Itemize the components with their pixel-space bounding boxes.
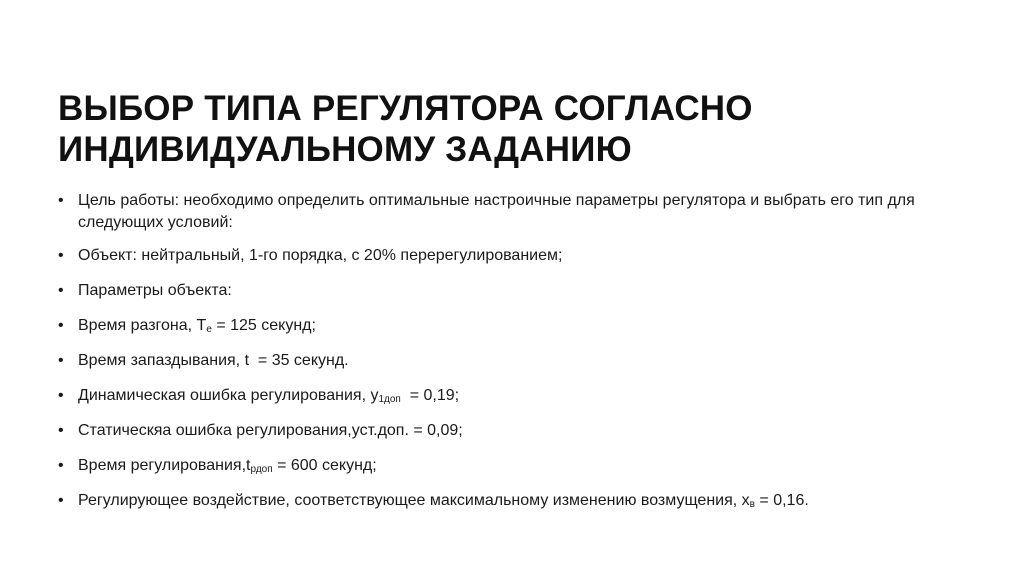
action-subscript: в (749, 499, 755, 510)
params-text: Параметры объекта: (78, 282, 232, 299)
dyn-error-prefix: Динамическая ошибка регулирования, y (78, 387, 379, 404)
title-line-2: ИНДИВИДУАЛЬНОМУ ЗАДАНИЮ (58, 130, 632, 169)
bullet-icon: • (58, 282, 64, 299)
slide-title (58, 88, 958, 170)
bullet-icon: • (58, 192, 64, 209)
list-item-accel-time (58, 315, 978, 337)
bullet-icon: • (58, 422, 64, 439)
bullet-icon: • (58, 457, 64, 474)
accel-suffix: = 125 секунд; (211, 317, 316, 334)
object-text: Объект: нейтральный, 1-го порядка, с 20% перерегулированием; (78, 247, 563, 264)
list-item-goal (58, 190, 978, 234)
list-item-regulation-time (58, 455, 978, 477)
reg-time-prefix: Время регулирования,t (78, 457, 251, 474)
dyn-error-subscript: 1доп (378, 394, 401, 405)
action-suffix: = 0,16. (754, 492, 809, 509)
title-line-1: ВЫБОР ТИПА РЕГУЛЯТОРА СОГЛАСНО (58, 89, 753, 128)
reg-time-subscript: рдоп (250, 464, 273, 475)
list-item-dynamic-error (58, 385, 978, 407)
list-item-delay-time (58, 350, 978, 372)
list-item-params (58, 280, 978, 302)
accel-prefix: Время разгона, T (78, 317, 207, 334)
bullet-icon: • (58, 387, 64, 404)
bullet-list (58, 190, 978, 525)
list-item-object (58, 245, 978, 267)
delay-text: Время запаздывания, t = 35 секунд. (78, 352, 349, 369)
list-item-regulating-action (58, 490, 978, 512)
dyn-error-suffix: = 0,19; (400, 387, 460, 404)
action-prefix: Регулирующее воздействие, соответствующее максимальному изменению возмущения, x (78, 492, 750, 509)
bullet-icon: • (58, 247, 64, 264)
reg-time-suffix: = 600 секунд; (272, 457, 377, 474)
static-error-text: Статическяа ошибка регулирования,уст.доп. = 0,09; (78, 422, 463, 439)
bullet-icon: • (58, 492, 64, 509)
goal-text: Цель работы: необходимо определить оптимальные настроичные параметры регулятора и выбрать его тип для следующих условий: (78, 192, 915, 231)
bullet-icon: • (58, 352, 64, 369)
accel-subscript: e (206, 324, 212, 335)
bullet-icon: • (58, 317, 64, 334)
list-item-static-error (58, 420, 978, 442)
